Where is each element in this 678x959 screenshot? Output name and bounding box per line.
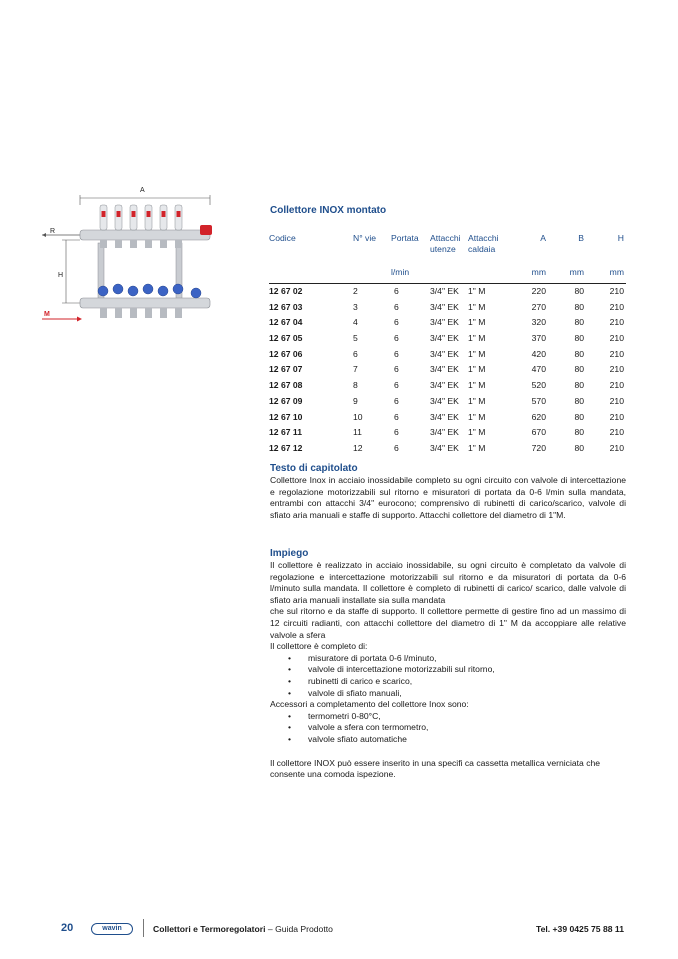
table-row (269, 394, 626, 410)
cell-a: 570 (531, 395, 546, 406)
capitolato-text: Collettore Inox in acciaio inossidabile completo su ogni circuito con valvole di intercettazione e regolazione motorizzabili sul ritorno e misuratori di portata da 0-6 l/min sulla mandata, entrambi con attacchi 3/4" eurocono; comprensivo di rubinetti di carico/scarico, valvole di sfiato aria manuali e staffe di supporto. Attacchi collettore del diametro di 1"M. (270, 475, 626, 520)
cell-attacchi-caldaia: 1" M (468, 364, 486, 375)
manifold-illustration (40, 185, 230, 335)
cell-attacchi-utenze: 3/4" EK (430, 395, 459, 406)
cell-b: 80 (574, 301, 584, 312)
cell-b: 80 (574, 333, 584, 344)
cell-codice: 12 67 10 (269, 411, 303, 422)
impiego-title: Impiego (270, 548, 309, 559)
cell-attacchi-utenze: 3/4" EK (430, 380, 459, 391)
cell-portata: 6 (394, 301, 399, 312)
cell-nvie: 4 (353, 317, 358, 328)
spec-table (269, 233, 626, 457)
cell-codice: 12 67 11 (269, 427, 302, 438)
cell-attacchi-utenze: 3/4" EK (430, 364, 459, 375)
cell-b: 80 (574, 348, 584, 359)
cell-h: 210 (609, 333, 624, 344)
completo-list (270, 653, 626, 699)
cell-b: 80 (574, 364, 584, 375)
cell-attacchi-utenze: 3/4" EK (430, 442, 459, 453)
header-b: B (578, 233, 584, 243)
accessori-list (270, 711, 626, 746)
cell-attacchi-utenze: 3/4" EK (430, 333, 459, 344)
cell-b: 80 (574, 442, 584, 453)
unit-h: mm (609, 267, 624, 277)
cell-portata: 6 (394, 411, 399, 422)
cell-codice: 12 67 12 (269, 442, 303, 453)
cell-nvie: 6 (353, 348, 358, 359)
cell-codice: 12 67 04 (269, 317, 303, 328)
cell-attacchi-utenze: 3/4" EK (430, 317, 459, 328)
list-item: • rubinetti di carico e scarico, (270, 676, 626, 688)
cell-attacchi-utenze: 3/4" EK (430, 286, 459, 296)
cell-h: 210 (609, 411, 624, 422)
page-footer (0, 918, 678, 938)
cell-attacchi-utenze: 3/4" EK (430, 301, 459, 312)
header-attacchi-caldaia-line2: caldaia (468, 244, 496, 254)
cell-a: 270 (531, 301, 546, 312)
cell-a: 220 (531, 286, 546, 296)
unit-a: mm (531, 267, 546, 277)
cell-codice: 12 67 07 (269, 364, 303, 375)
cell-h: 210 (609, 395, 624, 406)
cell-nvie: 9 (353, 395, 358, 406)
header-attacchi-caldaia-line1: Attacchi (468, 233, 499, 243)
dim-h-label: H (58, 272, 64, 279)
footer-title-rest: – Guida Prodotto (265, 924, 333, 934)
cell-a: 520 (531, 380, 546, 391)
page-number: 20 (61, 922, 74, 934)
cell-attacchi-caldaia: 1" M (468, 301, 486, 312)
impiego-paragraph-1: Il collettore è realizzato in acciaio inossidabile, su ogni circuito è completato da valvole di regolazione e intercettazione motorizzabili sul ritorno e da misuratori di portata da 0-6 l/minuto sulla mandata. Il collettore è completo di rubinetti di carico/ scarico, dalle valvole di sfiato aria manuali installate sia sulla mandata (270, 560, 626, 605)
unit-portata: l/min (391, 267, 410, 277)
cell-a: 420 (531, 348, 546, 359)
header-portata: Portata (391, 233, 419, 243)
cell-b: 80 (574, 411, 584, 422)
cell-codice: 12 67 06 (269, 348, 303, 359)
cell-b: 80 (574, 286, 584, 296)
cell-nvie: 12 (353, 442, 363, 453)
cell-h: 210 (609, 380, 624, 391)
header-codice: Codice (269, 233, 296, 243)
footer-divider (143, 919, 144, 937)
cell-h: 210 (609, 348, 624, 359)
cell-a: 370 (531, 333, 546, 344)
header-attacchi-utenze-line1: Attacchi (430, 233, 461, 243)
cell-nvie: 5 (353, 333, 358, 344)
cell-codice: 12 67 08 (269, 380, 303, 391)
unit-b: mm (569, 267, 584, 277)
cell-attacchi-caldaia: 1" M (468, 395, 486, 406)
capitolato-section (270, 463, 626, 521)
cell-b: 80 (574, 395, 584, 406)
header-attacchi-utenze (430, 233, 461, 255)
wavin-logo: wavin (91, 923, 133, 935)
cell-portata: 6 (394, 317, 399, 328)
cell-portata: 6 (394, 442, 399, 453)
cell-a: 320 (531, 317, 546, 328)
cell-portata: 6 (394, 348, 399, 359)
cell-codice: 12 67 05 (269, 333, 303, 344)
list-item: • misuratore di portata 0-6 l/minuto, (270, 653, 626, 665)
table-row (269, 300, 626, 316)
header-a: A (540, 233, 546, 243)
cell-nvie: 8 (353, 380, 358, 391)
cell-b: 80 (574, 317, 584, 328)
cell-attacchi-caldaia: 1" M (468, 427, 486, 438)
cell-a: 470 (531, 364, 546, 375)
table-row (269, 378, 626, 394)
capitolato-title: Testo di capitolato (270, 463, 358, 474)
cell-h: 210 (609, 427, 624, 438)
table-row (269, 410, 626, 426)
cell-a: 620 (531, 411, 546, 422)
cell-attacchi-caldaia: 1" M (468, 348, 486, 359)
manifold-figure (40, 185, 230, 335)
cell-h: 210 (609, 442, 624, 453)
table-row (269, 441, 626, 457)
table-row (269, 315, 626, 331)
flow-label: M (44, 311, 50, 318)
cell-portata: 6 (394, 395, 399, 406)
cell-codice: 12 67 09 (269, 395, 303, 406)
cell-attacchi-utenze: 3/4" EK (430, 427, 459, 438)
cell-portata: 6 (394, 380, 399, 391)
return-label: R (50, 228, 56, 235)
cell-portata: 6 (394, 427, 399, 438)
cell-nvie: 3 (353, 301, 358, 312)
cell-a: 720 (531, 442, 546, 453)
cell-attacchi-utenze: 3/4" EK (430, 348, 459, 359)
cell-attacchi-caldaia: 1" M (468, 286, 486, 296)
cell-h: 210 (609, 301, 624, 312)
closing-text: Il collettore INOX può essere inserito in una specifi ca cassetta metallica verniciata che consente una comoda ispezione. (270, 757, 601, 780)
cell-portata: 6 (394, 286, 399, 296)
cell-portata: 6 (394, 333, 399, 344)
header-attacchi-utenze-line2: utenze (430, 244, 456, 254)
accessori-intro: Accessori a completamento del collettore Inox sono: (270, 699, 469, 710)
cell-nvie: 10 (353, 411, 363, 422)
cell-nvie: 7 (353, 364, 358, 375)
cell-a: 670 (531, 427, 546, 438)
table-units-row (269, 267, 626, 280)
table-row (269, 347, 626, 363)
list-item: • valvole di intercettazione motorizzabili sul ritorno, (270, 664, 626, 676)
list-item: • valvole sfiato automatiche (270, 734, 626, 746)
table-row (269, 425, 626, 441)
table-row (269, 362, 626, 378)
header-nvie: N° vie (353, 233, 377, 243)
cell-portata: 6 (394, 364, 399, 375)
header-attacchi-caldaia (468, 233, 499, 255)
footer-title-bold: Collettori e Termoregolatori (153, 924, 266, 934)
cell-h: 210 (609, 364, 624, 375)
table-row (269, 331, 626, 347)
list-item: • termometri 0-80°C, (270, 711, 626, 723)
cell-codice: 12 67 02 (269, 286, 303, 296)
table-header-row (269, 233, 626, 257)
cell-attacchi-caldaia: 1" M (468, 411, 486, 422)
table-row (269, 284, 626, 300)
cell-attacchi-caldaia: 1" M (468, 317, 486, 328)
cell-nvie: 11 (353, 427, 362, 438)
cell-attacchi-caldaia: 1" M (468, 442, 486, 453)
impiego-paragraph-2: che sul ritorno e da staffe di supporto. Il collettore permette di gestire fino ad un massimo di 12 circuiti radianti, con attacchi collettore del diametro di 1" M da accoppiare alle relative valvole a sfera (270, 606, 626, 640)
cell-h: 210 (609, 286, 624, 296)
impiego-section (270, 548, 626, 781)
cell-attacchi-caldaia: 1" M (468, 380, 486, 391)
list-item: • valvole di sfiato manuali, (270, 688, 626, 700)
cell-codice: 12 67 03 (269, 301, 303, 312)
footer-phone: Tel. +39 0425 75 88 11 (535, 924, 624, 934)
cell-b: 80 (574, 380, 584, 391)
completo-intro: Il collettore è completo di: (270, 641, 368, 652)
cell-attacchi-caldaia: 1" M (468, 333, 486, 344)
cell-b: 80 (574, 427, 584, 438)
dim-a-label: A (140, 187, 145, 194)
header-h: H (617, 233, 624, 243)
list-item: • valvole a sfera con termometro, (270, 722, 626, 734)
cell-attacchi-utenze: 3/4" EK (430, 411, 459, 422)
table-title: Collettore INOX montato (270, 205, 387, 216)
cell-h: 210 (609, 317, 624, 328)
table-body (269, 284, 626, 457)
footer-title (153, 924, 333, 934)
cell-nvie: 2 (353, 286, 358, 296)
